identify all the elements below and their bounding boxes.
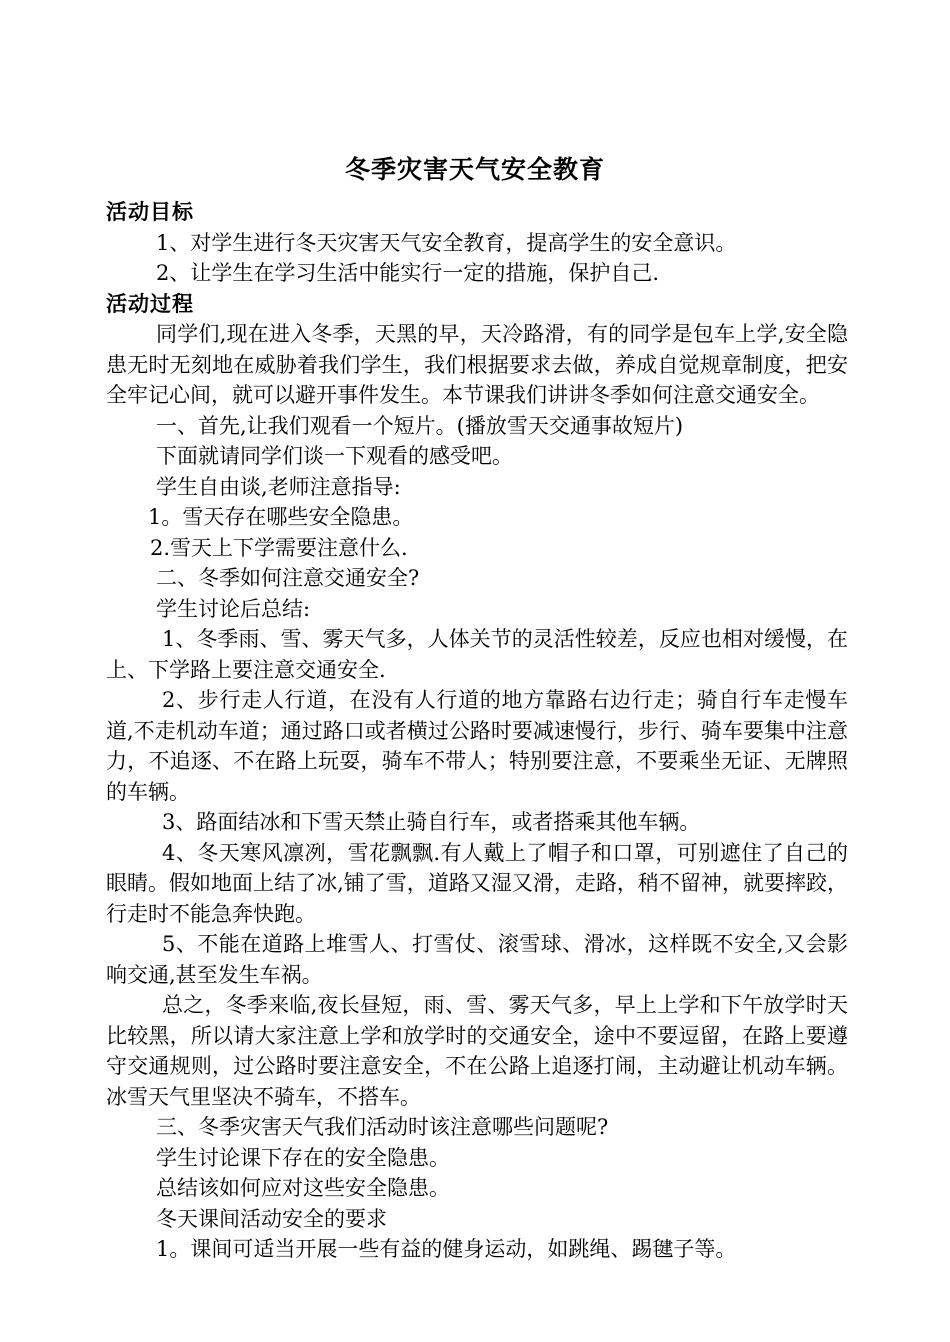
paragraph: 2、步行走人行道，在没有人行道的地方靠路右边行走；骑自行车走慢车道,不走机动车道；通过路口或者横过公路时要减速慢行，步行、骑车要集中注意力，不追逐、不在路上玩耍，骑车不带人；特别要注意，不要乘坐无证、无牌照的车辆。 — [106, 688, 848, 804]
paragraph: 4、冬天寒风凛冽，雪花飘飘.有人戴上了帽子和口罩，可别遮住了自己的眼睛。假如地面上结了冰,铺了雪，道路又湿又滑，走路，稍不留神，就要摔跤，行走时不能急奔快跑。 — [106, 840, 848, 926]
paragraph: 学生讨论课下存在的安全隐患。 — [156, 1145, 450, 1170]
paragraph: 1、冬季雨、雪、雾天气多，人体关节的灵活性较差，反应也相对缓慢，在上、下学路上要注意交通安全. — [106, 627, 848, 682]
paragraph: 冬天课间活动安全的要求 — [156, 1206, 387, 1231]
paragraph: 2.雪天上下学需要注意什么. — [150, 535, 408, 560]
paragraph: 1。课间可适当开展一些有益的健身运动，如跳绳、踢毽子等。 — [156, 1237, 737, 1261]
paragraph: 1、对学生进行冬天灾害天气安全教育，提高学生的安全意识。 — [156, 230, 737, 255]
document-body — [106, 197, 848, 1265]
paragraph: 二、冬季如何注意交通安全? — [156, 566, 420, 590]
paragraph: 下面就请同学们谈一下观看的感受吧。 — [156, 444, 513, 468]
paragraph: 1。雪天存在哪些安全隐患。 — [148, 505, 414, 529]
paragraph: 学生讨论后总结: — [156, 596, 311, 621]
paragraph: 三、冬季灾害天气我们活动时该注意哪些问题呢? — [156, 1115, 609, 1139]
paragraph: 5、不能在道路上堆雪人、打雪仗、滚雪球、滑冰，这样既不安全,又会影响交通,甚至发生车祸。 — [106, 932, 848, 987]
document-title: 冬季灾害天气安全教育 — [344, 155, 605, 184]
paragraph: 2、让学生在学习生活中能实行一定的措施，保护自己. — [156, 261, 660, 285]
section-heading: 活动过程 — [106, 291, 194, 316]
paragraph: 同学们,现在进入冬季，天黑的早，天冷路滑，有的同学是包车上学,安全隐患无时无刻地在威胁着我们学生，我们根据要求去做，养成自觉规章制度，把安全牢记心间，就可以避开事件发生。本节课我们讲讲冬季如何注意交通安全。 — [106, 322, 848, 407]
paragraph: 总结该如何应对这些安全隐患。 — [156, 1176, 450, 1200]
paragraph: 学生自由谈,老师注意指导: — [156, 474, 401, 499]
paragraph: 3、路面结冰和下雪天禁止骑自行车，或者搭乘其他车辆。 — [162, 810, 701, 834]
section-heading: 活动目标 — [106, 200, 194, 224]
paragraph: 总之，冬季来临,夜长昼短，雨、雪、雾天气多，早上上学和下午放学时天比较黑，所以请大家注意上学和放学时的交通安全，途中不要逗留，在路上要遵守交通规则，过公路时要注意安全，不在公路上追逐打闹，主动避让机动车辆。冰雪天气里坚决不骑车，不搭车。 — [106, 993, 848, 1109]
paragraph: 一、首先,让我们观看一个短片。(播放雪天交通事故短片) — [156, 413, 684, 438]
